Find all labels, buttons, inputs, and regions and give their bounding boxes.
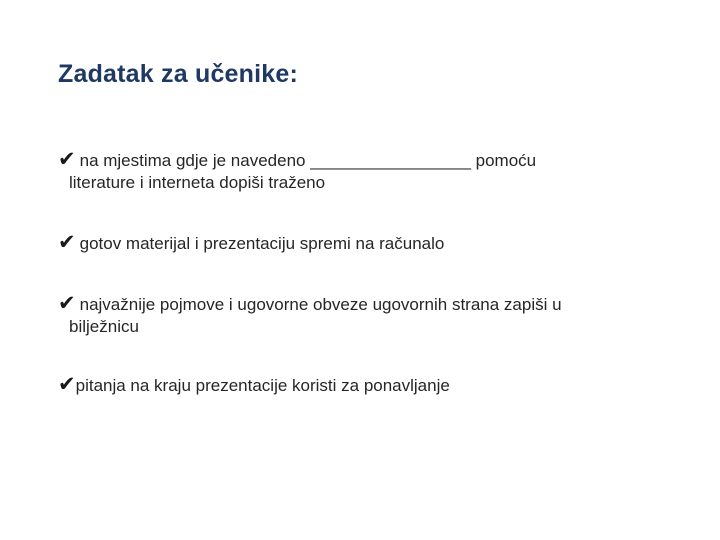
checkmark-icon: ✔	[58, 230, 76, 254]
checkmark-icon: ✔	[58, 372, 76, 396]
task-line	[58, 292, 678, 316]
task-line	[58, 148, 678, 172]
checkmark-icon: ✔	[58, 147, 76, 171]
task-item-review-questions	[58, 373, 678, 397]
task-text: na mjestima gdje je navedeno _________________ pomoću	[79, 151, 537, 170]
slide-title: Zadatak za učenike:	[58, 60, 299, 88]
task-item-write-notebook	[58, 292, 678, 338]
task-text: gotov materijal i prezentaciju spremi na računalo	[79, 234, 445, 253]
task-text: pitanja na kraju prezentacije koristi za ponavljanje	[75, 376, 450, 395]
task-line	[58, 373, 678, 397]
task-text-continuation: bilježnicu	[69, 317, 139, 336]
task-item-fill-blanks	[58, 148, 678, 194]
task-line	[58, 231, 678, 255]
task-item-save-material	[58, 231, 678, 255]
task-text-continuation: literature i interneta dopiši traženo	[69, 173, 326, 192]
task-text: najvažnije pojmove i ugovorne obveze ugovornih strana zapiši u	[79, 295, 562, 314]
checkmark-icon: ✔	[58, 291, 76, 315]
